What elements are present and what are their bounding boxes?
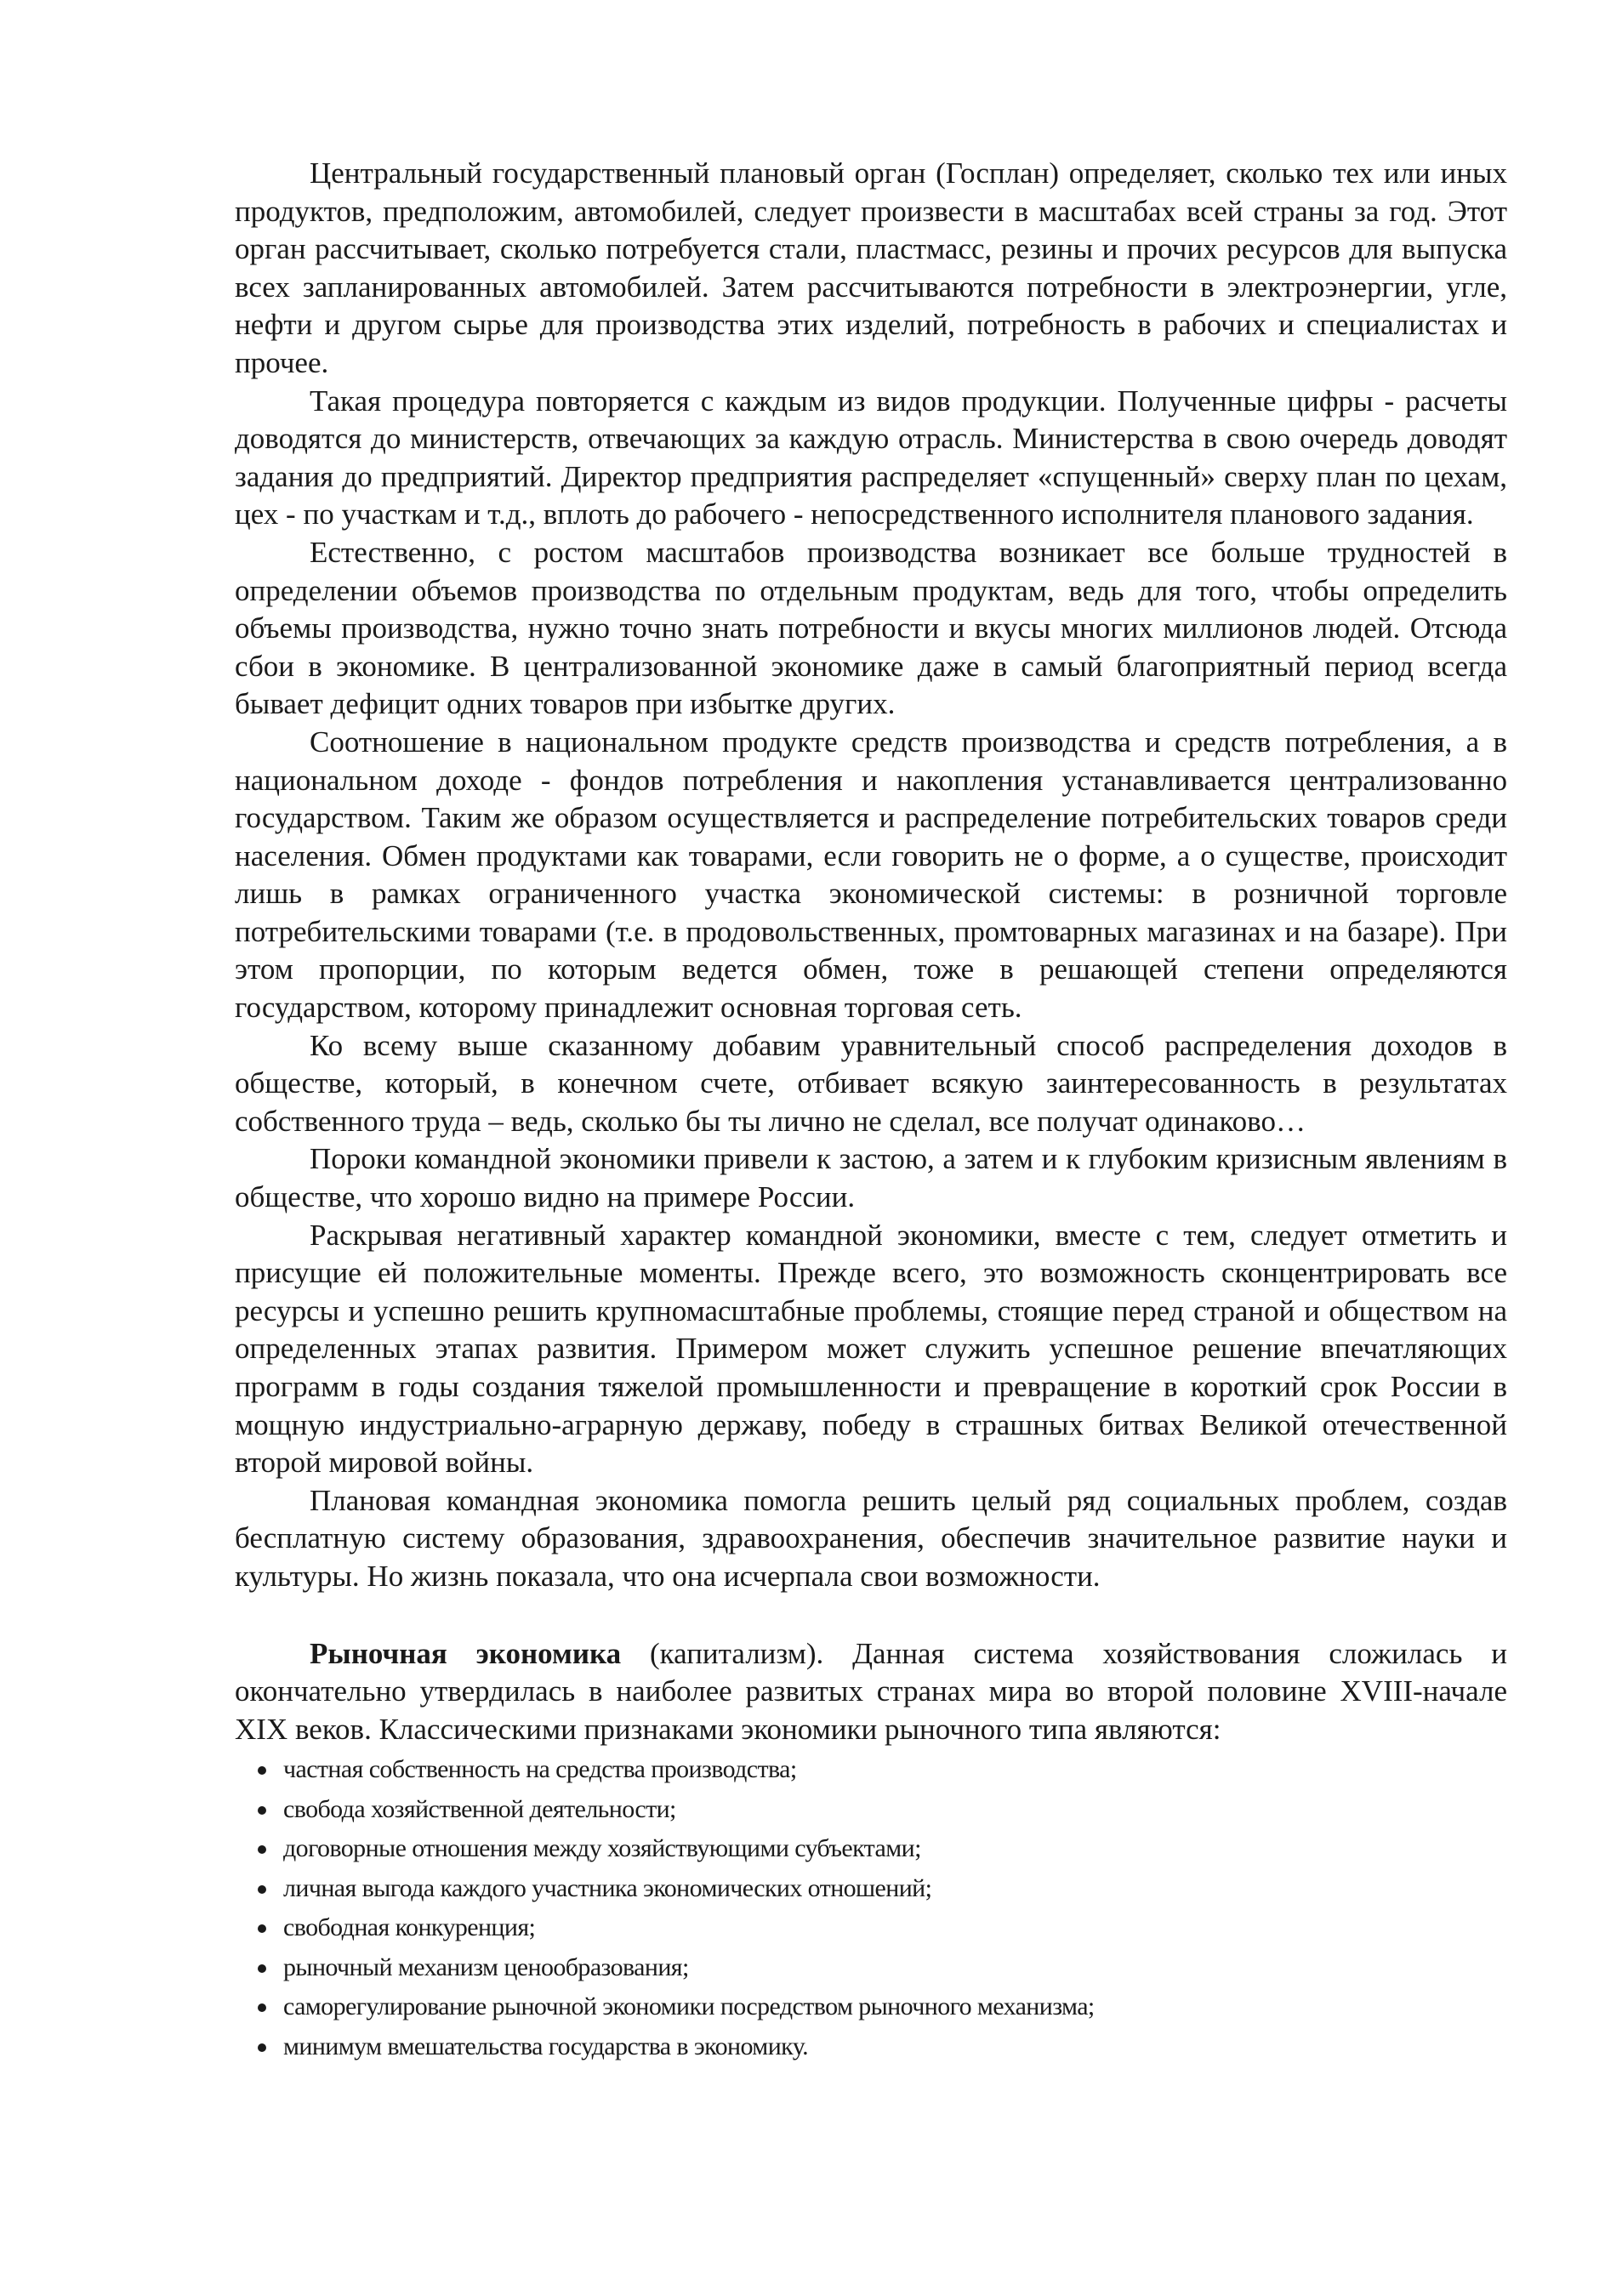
paragraph-ratio: Соотношение в национальном продукте средств производства и средств потребления, а в национальном доходе - фондов потребления и накопления устанавливается централизованно государством. Таким же образом осуществляется и распределение потребительских товаров среди населения. Обмен продуктами как товарами, если говорить не о форме, а о существе, происходит лишь в рамках ограниченного участка экономической системы: в розничной торговле потребительскими товарами (т.е. в продовольственных, промтоварных магазинах и на базаре). При этом пропорции, по которым ведется обмен, тоже в решающей степени определяются государством, которому принадлежит основная торговая сеть. <box>235 725 1507 1025</box>
paragraph-difficulties: Естественно, с ростом масштабов производства возникает все больше трудностей в определении объемов производства по отдельным продуктам, ведь для того, чтобы определить объемы производства, нужно точно знать потребности и вкусы многих миллионов людей. Отсюда сбои в экономике. В централизованной экономике даже в самый благоприятный период всегда бывает дефицит одних товаров при избытке других. <box>235 535 1507 721</box>
list-item-text: минимум вмешательства государства в экономику. <box>283 2032 808 2060</box>
list-item <box>235 1948 1507 1988</box>
market-features-list <box>235 1750 1507 2066</box>
bullet-icon <box>258 1766 266 1775</box>
paragraph-market-economy <box>235 1635 1507 1749</box>
paragraph-gosplan: Центральный государственный плановый орган (Госплан) определяет, сколько тех или иных продуктов, предположим, автомобилей, следует произвести в масштабах всей страны за год. Этот орган рассчитывает, сколько потребуется стали, пластмасс, резины и прочих ресурсов для выпуска всех запланированных автомобилей. Затем рассчитываются потребности в электроэнергии, угле, нефти и другом сырье для производства этих изделий, потребность в рабочих и специалистах и прочее. <box>235 156 1507 379</box>
bullet-icon <box>258 1845 266 1854</box>
list-item-text: рыночный механизм ценообразования; <box>283 1952 689 1981</box>
list-item <box>235 1908 1507 1948</box>
list-item <box>235 1869 1507 1909</box>
bullet-icon <box>258 1924 266 1933</box>
list-item-text: свобода хозяйственной деятельности; <box>283 1794 676 1823</box>
bullet-icon <box>258 1964 266 1973</box>
list-item <box>235 1750 1507 1790</box>
paragraph-distribution: Ко всему выше сказанному добавим уравнительный способ распределения доходов в обществе, который, в конечном счете, отбивает всякую заинтересованность в результатах собственного труда – ведь, сколько бы ты лично не сделал, все получат одинаково… <box>235 1028 1507 1138</box>
bullet-icon <box>258 1885 266 1894</box>
bullet-icon <box>258 2003 266 2012</box>
section-gap <box>235 1596 1507 1635</box>
paragraph-social: Плановая командная экономика помогла решить целый ряд социальных проблем, создав бесплатную систему образования, здравоохранения, обеспечив значительное развитие науки и культуры. Но жизнь показала, что она исчерпала свои возможности. <box>235 1483 1507 1593</box>
list-item <box>235 1987 1507 2027</box>
list-item <box>235 2027 1507 2067</box>
list-item-text: договорные отношения между хозяйствующими субъектами; <box>283 1834 921 1863</box>
document-page <box>235 155 1507 2066</box>
paragraph-positive: Раскрывая негативный характер командной экономики, вместе с тем, следует отметить и присущие ей положительные моменты. Прежде всего, это возможность сконцентрировать все ресурсы и успешно решить крупномасштабные проблемы, стоящие перед страной и обществом на определенных этапах развития. Примером может служить успешное решение впечатляющих программ в годы создания тяжелой промышленности и превращение в короткий срок России в мощную индустриально-аграрную державу, победу в страшных битвах Великой отечественной второй мировой войны. <box>235 1218 1507 1480</box>
list-item-text: частная собственность на средства производства; <box>283 1755 797 1784</box>
market-economy-term: Рыночная экономика <box>310 1636 622 1670</box>
market-economy-text: (капитализм). Данная система хозяйствования сложилась и окончательно утвердилась в наиболее развитых странах мира во второй половине XVIII-начале XIX веков. Классическими признаками экономики рыночного типа являются: <box>235 1636 1507 1746</box>
bullet-icon <box>258 2043 266 2052</box>
paragraph-procedure: Такая процедура повторяется с каждым из видов продукции. Полученные цифры - расчеты доводятся до министерств, отвечающих за каждую отрасль. Министерства в свою очередь доводят задания до предприятий. Директор предприятия распределяет «спущенный» сверху план по цехам, цех - по участкам и т.д., вплоть до рабочего - непосредственного исполнителя планового задания. <box>235 384 1507 531</box>
list-item <box>235 1829 1507 1869</box>
paragraph-vices: Пороки командной экономики привели к застою, а затем и к глубоким кризисным явлениям в обществе, что хорошо видно на примере России. <box>235 1142 1507 1214</box>
list-item-text: свободная конкуренция; <box>283 1913 536 1942</box>
list-item <box>235 1790 1507 1830</box>
bullet-icon <box>258 1806 266 1815</box>
list-item-text: личная выгода каждого участника экономических отношений; <box>283 1873 932 1902</box>
list-item-text: саморегулирование рыночной экономики посредством рыночного механизма; <box>283 1992 1095 2021</box>
